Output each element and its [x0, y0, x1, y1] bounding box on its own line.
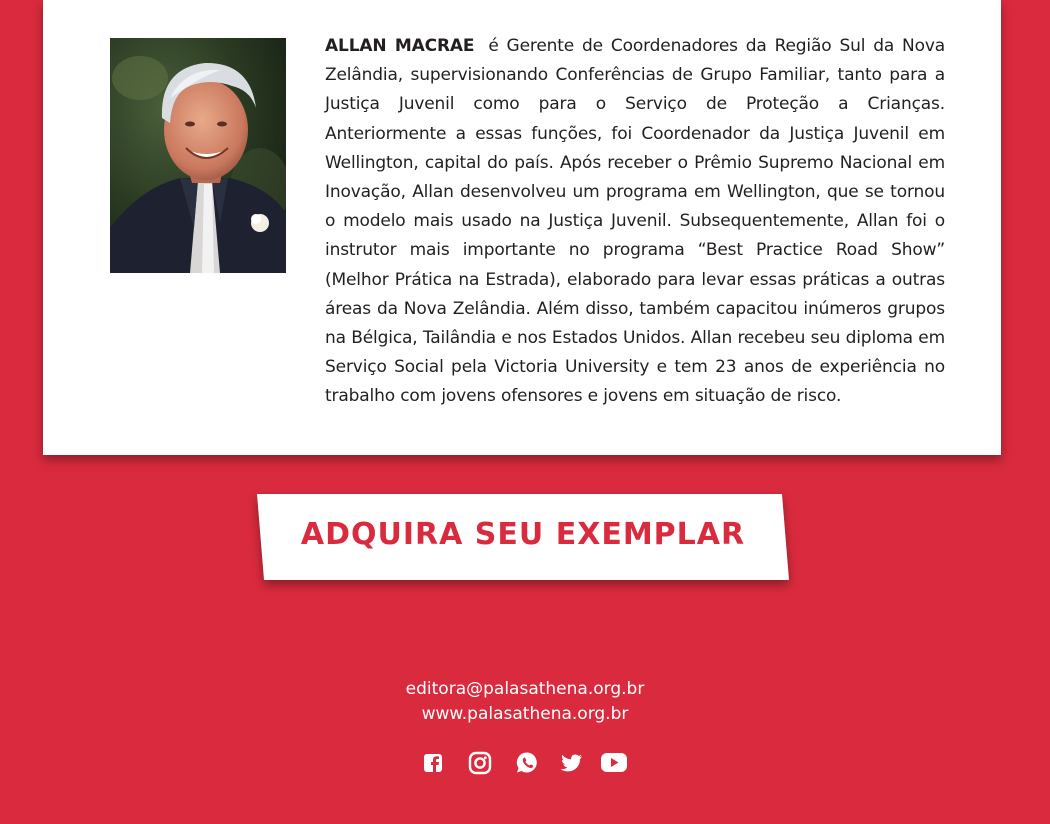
twitter-icon[interactable]	[559, 750, 583, 776]
buy-copy-label: ADQUIRA SEU EXEMPLAR	[300, 517, 746, 552]
author-photo	[110, 38, 286, 273]
bio-card	[43, 0, 1001, 455]
youtube-icon[interactable]	[600, 750, 628, 776]
instagram-icon[interactable]	[468, 750, 492, 776]
facebook-icon[interactable]	[423, 750, 443, 776]
buy-copy-button[interactable]	[257, 494, 789, 580]
website-link[interactable]: www.palasathena.org.br	[421, 704, 629, 724]
author-bio	[325, 32, 945, 412]
social-links	[0, 750, 1050, 778]
author-name: ALLAN MACRAE	[325, 36, 475, 56]
email-link[interactable]: editora@palasathena.org.br	[405, 679, 645, 699]
whatsapp-icon[interactable]	[515, 750, 539, 776]
author-bio-text: é Gerente de Coordenadores da Região Sul da Nova Zelândia, supervisionando Conferências de Grupo Familiar, tanto para a Justiça Juvenil como para o Serviço de Proteção a Crianças. Anteriormente a essas funções, foi Coordenador da Justiça Juvenil em Wellington, capital do país. Após receber o Prêmio Supremo Nacional em Inovação, Allan desenvolveu um programa em Wellington, que se tornou o modelo mais usado na Justiça Juvenil. Subsequentemente, Allan foi o instrutor mais importante no programa “Best Practice Road Show” (Melhor Prática na Estrada), elaborado para levar essas práticas a outras áreas da Nova Zelândia. Além disso, também capacitou inúmeros grupos na Bélgica, Tailândia e nos Estados Unidos. Allan recebeu seu diploma em Serviço Social pela Victoria University e tem 23 anos de experiência no trabalho com jovens ofensores e jovens em situação de risco.	[325, 36, 946, 407]
